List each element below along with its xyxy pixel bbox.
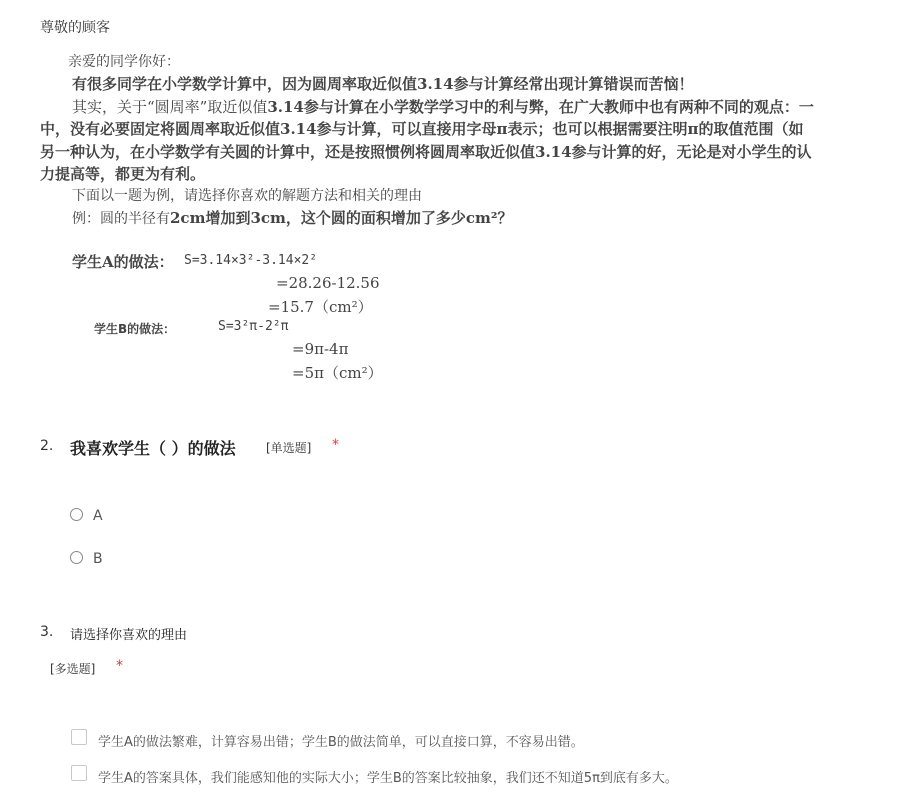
survey-title: 尊敬的顾客 bbox=[40, 20, 110, 36]
q3-number: 3. bbox=[40, 624, 54, 640]
q2-option-a-radio[interactable] bbox=[70, 508, 83, 521]
q2-option-b-radio[interactable] bbox=[70, 551, 83, 564]
q2-required-mark: * bbox=[332, 437, 339, 453]
intro-line-2b: 3.14参与计算在小学数学学习中的利与弊，在广大教师中也有两种不同的观点：一 bbox=[267, 98, 814, 116]
intro-line-7b: 2cm增加到3cm，这个圆的面积增加了多少cm²？ bbox=[170, 209, 513, 227]
q3-option-1-checkbox[interactable] bbox=[71, 729, 87, 745]
q3-required-mark: * bbox=[116, 658, 123, 674]
student-b-label: 学生B的做法： bbox=[94, 322, 176, 336]
student-a-label: 学生A的做法： bbox=[72, 253, 174, 271]
q2-title: 我喜欢学生（ ）的做法 bbox=[70, 439, 236, 458]
q3-option-1-label[interactable]: 学生A的做法繁难，计算容易出错；学生B的做法简单，可以直接口算，不容易出错。 bbox=[98, 735, 584, 750]
q3-option-2-checkbox[interactable] bbox=[71, 765, 87, 781]
intro-salutation: 亲爱的同学你好： bbox=[68, 54, 180, 70]
intro-line-2 bbox=[72, 96, 814, 117]
intro-line-2a: 其实，关于“圆周率”取近似值 bbox=[72, 98, 268, 116]
student-b-step-1: S=3²π-2²π bbox=[218, 319, 289, 334]
student-a-step-2: =28.26-12.56 bbox=[276, 274, 380, 292]
q3-option-2-label[interactable]: 学生A的答案具体，我们能感知他的实际大小；学生B的答案比较抽象，我们还不知道5π到底有多大。 bbox=[98, 771, 678, 786]
q3-type-badge: [多选题] bbox=[50, 662, 96, 676]
intro-line-3: 中，没有必要固定将圆周率取近似值3.14参与计算，可以直接用字母π表示；也可以根据需要注明π的取值范围（如 bbox=[40, 120, 804, 138]
student-a-step-3: =15.7（cm²） bbox=[268, 298, 373, 316]
intro-line-1: 有很多同学在小学数学计算中，因为圆周率取近似值3.14参与计算经常出现计算错误而苦恼！ bbox=[72, 75, 694, 93]
q2-number: 2. bbox=[40, 438, 54, 454]
q3-title: 请选择你喜欢的理由 bbox=[70, 628, 188, 643]
intro-line-7a: 例：圆的半径有 bbox=[72, 211, 170, 227]
intro-line-5: 力提高等，都更为有利。 bbox=[40, 165, 206, 183]
student-b-step-3: =5π（cm²） bbox=[292, 364, 383, 382]
student-b-step-2: =9π-4π bbox=[292, 340, 349, 358]
q2-type-badge: [单选题] bbox=[266, 441, 312, 455]
intro-line-6: 下面以一题为例，请选择你喜欢的解题方法和相关的理由 bbox=[72, 188, 422, 204]
student-a-step-1: S=3.14×3²-3.14×2² bbox=[184, 253, 318, 268]
q2-option-a-label[interactable]: A bbox=[93, 508, 103, 524]
intro-line-7 bbox=[72, 207, 512, 228]
q2-option-b-label[interactable]: B bbox=[93, 551, 103, 567]
intro-line-4: 另一种认为，在小学数学有关圆的计算中，还是按照惯例将圆周率取近似值3.14参与计算的好，无论是对小学生的认 bbox=[40, 143, 812, 161]
